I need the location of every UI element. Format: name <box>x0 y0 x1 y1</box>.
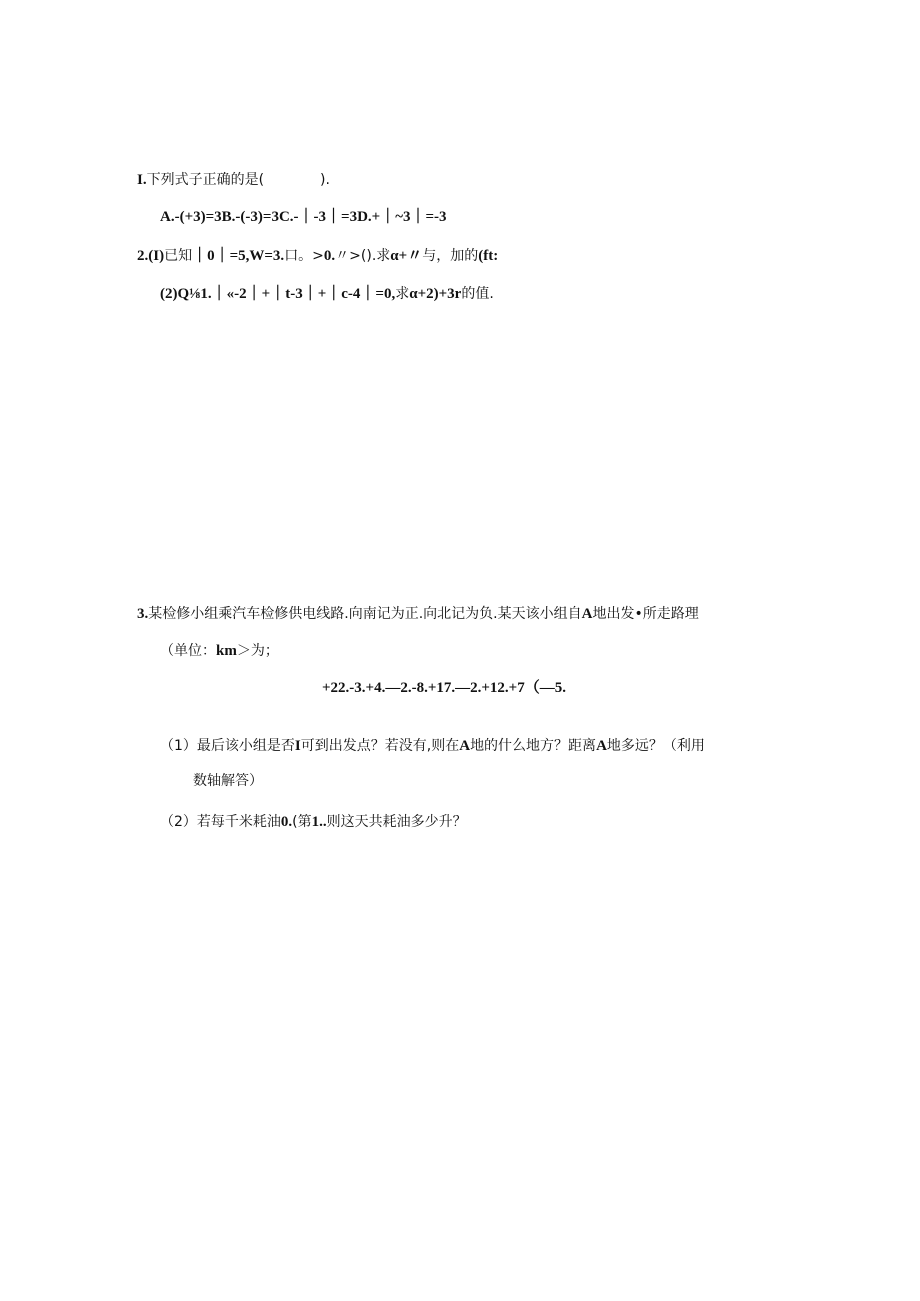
question-3-sequence: +22.-3.+4.—2.-8.+17.—2.+12.+7（—5. <box>322 680 566 696</box>
question-3-sub-1-text-b: I <box>294 738 301 754</box>
question-2-expr-h: (ft: <box>478 248 499 264</box>
question-2-part-2-text-d: 的值. <box>461 286 494 302</box>
question-3-number: 3. <box>137 606 149 622</box>
question-1-text: 下列式子正确的是( ). <box>146 172 330 188</box>
question-2-text-g: 与，加的 <box>422 248 479 264</box>
question-3-sub-1-number: （1） <box>160 738 197 754</box>
question-3-unit-b: km <box>216 643 237 659</box>
question-3-sub-1 <box>160 735 705 756</box>
question-1-number: I. <box>137 172 147 188</box>
question-2-expr-d: 0. <box>323 248 336 264</box>
question-3-sub-2-text-e: 则这天共耗油多少升？ <box>326 814 467 830</box>
question-2-part-2 <box>160 283 494 304</box>
question-3-text-a: 某检修小组乘汽车检修供电线路.向南记为正.向北记为负.某天该小组自 <box>148 606 582 622</box>
question-3-text-c: 地出发•所走路理 <box>592 606 699 622</box>
question-1-options: A.-(+3)=3B.-(-3)=3C.-｜-3｜=3D.+｜~3｜=-3 <box>160 209 447 225</box>
question-3-sub-2-text-a: 若每千米耗油 <box>196 814 281 830</box>
question-2-text-e: 〃>().求 <box>335 248 391 264</box>
question-3-stem <box>137 603 699 624</box>
question-3-sub-1-text-a: 最后该小组是否 <box>196 738 295 754</box>
question-3-sub-2-number: （2） <box>160 814 197 830</box>
question-2-text-a: 已知 <box>164 248 193 264</box>
question-2-number: 2.(I) <box>137 248 165 264</box>
question-2-part-2-text-b: 求 <box>395 286 410 302</box>
question-2-part-2-expr-c: α+2)+3r <box>409 286 462 302</box>
question-3-sub-1-text-e: 地的什么地方？距离 <box>470 738 597 754</box>
question-3-sub-1-continued: 数轴解答） <box>193 773 263 789</box>
question-3-sub-2-text-d: 1.. <box>311 814 327 830</box>
question-3-unit <box>160 640 279 661</box>
question-3-sub-1-text-g: 地多远？（利用 <box>606 738 705 754</box>
question-3-sub-2-text-b: 0. <box>280 814 293 830</box>
question-3-sub-1-text-f: A <box>596 738 607 754</box>
question-3-unit-c: ＞为； <box>236 643 279 659</box>
question-3-sub-1-text-d: A <box>459 738 471 754</box>
question-2-expr-f: α+〃 <box>390 248 423 264</box>
question-3-sub-2 <box>160 811 467 832</box>
question-2-expr-b: ｜0｜=5,W=3. <box>192 248 285 264</box>
question-2-text-c: 口。> <box>284 248 324 264</box>
question-3-text-b: A <box>581 606 593 622</box>
question-2-part-2-expr-a: (2)Q⅛1.｜«-2｜+｜t-3｜+｜c-4｜=0, <box>160 286 396 302</box>
question-2-part-1 <box>137 245 498 266</box>
question-1-stem <box>137 169 330 190</box>
question-3-sub-2-text-c: (第 <box>292 814 312 830</box>
question-3-unit-a: （单位： <box>160 643 216 659</box>
question-3-sub-1-text-c: 可到出发点？若没有,则在 <box>300 738 460 754</box>
